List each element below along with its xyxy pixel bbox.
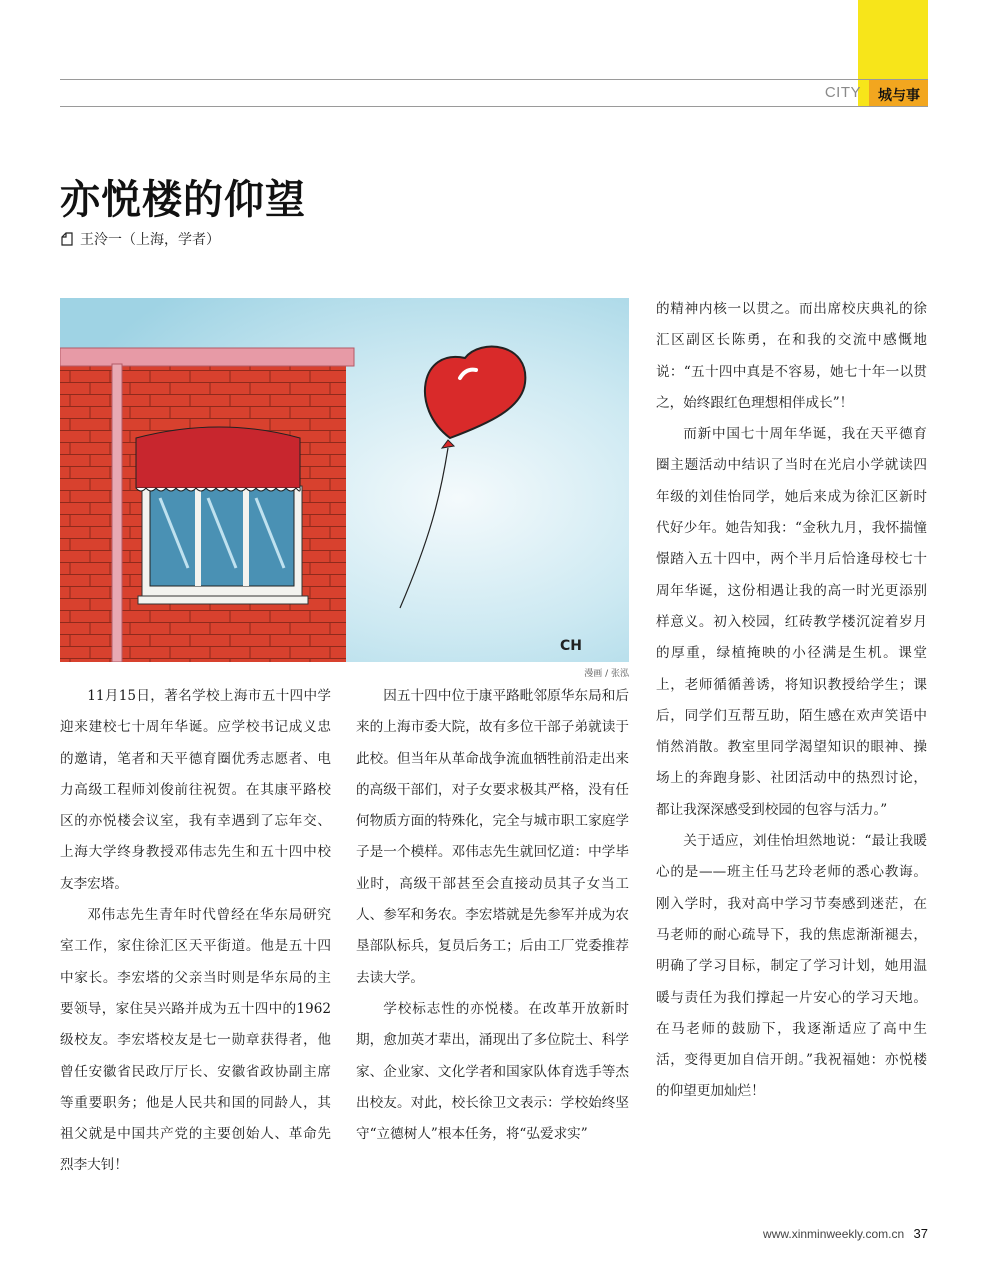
article-title: 亦悦楼的仰望 xyxy=(60,176,306,223)
section-label xyxy=(825,80,928,106)
byline xyxy=(60,229,220,249)
section-label-en: CITY xyxy=(824,84,861,101)
article-illustration xyxy=(60,298,629,662)
paragraph: 学校标志性的亦悦楼。在改革开放新时期，愈加英才辈出，涌现出了多位院士、科学家、企业家、文化学者和国家队体育选手等杰出校友。对此，校长徐卫文表示：学校始终坚守“立德树人”根本任务，将“弘爱求实” xyxy=(356,1000,629,1143)
page-number: 37 xyxy=(913,1226,928,1241)
byline-author: 王泠一（上海，学者） xyxy=(80,232,220,248)
paragraph: 关于适应，刘佳怡坦然地说：“最让我暖心的是——班主任马艺玲老师的悉心教诲。刚入学时，我对高中学习节奏感到迷茫，在马老师的耐心疏导下，我的焦虑渐渐褪去，明确了学习目标，制定了学习计划，她用温暖与责任为我们撑起一片安心的学习天地。在马老师的鼓励下，我逐渐适应了高中生活，变得更加自信开朗。”我祝福她：亦悦楼的仰望更加灿烂！ xyxy=(656,833,927,1100)
footer-url: www.xinminweekly.com.cn xyxy=(763,1227,905,1241)
article-column-left xyxy=(60,681,331,1182)
article-column-middle xyxy=(356,681,629,1150)
paragraph: 邓伟志先生青年时代曾经在华东局研究室工作，家住徐汇区天平街道。他是五十四中家长。李宏塔的父亲当时则是华东局的主要领导，家住吴兴路并成为五十四中的1962级校友。李宏塔校友是七一勋章获得者，他曾任安徽省民政厅厅长、安徽省政协副主席等重要职务；他是人民共和国的同龄人，其祖父就是中国共产党的主要创始人、革命先烈李大钊！ xyxy=(60,907,331,1174)
header-rule-bottom xyxy=(60,106,928,107)
article-column-right xyxy=(656,294,927,1108)
illustration-credit: 漫画 / 张泓 xyxy=(584,669,629,679)
pen-icon xyxy=(60,232,74,246)
paragraph: 11月15日，著名学校上海市五十四中学迎来建校七十周年华诞。应学校书记成义忠的邀请，笔者和天平德育圈优秀志愿者、电力高级工程师刘俊前往祝贺。在其康平路校区的亦悦楼会议室，我有幸遇到了忘年交、上海大学终身教授邓伟志先生和五十四中校友李宏塔。 xyxy=(60,688,331,892)
header-rule-top xyxy=(60,79,928,80)
paragraph: 因五十四中位于康平路毗邻原华东局和后来的上海市委大院，故有多位干部子弟就读于此校。但当年从革命战争流血牺牲前沿走出来的高级干部们，对子女要求极其严格，没有任何物质方面的特殊化，完全与城市职工家庭学子是一个模样。邓伟志先生就回忆道：中学毕业时，高级干部甚至会直接动员其子女当工人、参军和务农。李宏塔就是先参军并成为农垦部队标兵，复员后务工；后由工厂党委推荐去读大学。 xyxy=(356,688,629,986)
paragraph: 而新中国七十周年华诞，我在天平德育圈主题活动中结识了当时在光启小学就读四年级的刘佳怡同学，她后来成为徐汇区新时代好少年。她告知我：“金秋九月，我怀揣憧憬踏入五十四中，两个半月后恰逢母校七十周年华诞，这份相遇让我的高一时光更添别样意义。初入校园，红砖教学楼沉淀着岁月的厚重，绿植掩映的小径满是生机。课堂上，老师循循善诱，将知识教授给学生；课后，同学们互帮互助，陌生感在欢声笑语中悄然消散。教室里同学渴望知识的眼神、操场上的奔跑身影、社团活动中的热烈讨论，都让我深深感受到校园的包容与活力。” xyxy=(656,426,927,818)
section-label-cn: 城与事 xyxy=(869,80,928,106)
page-footer xyxy=(763,1226,928,1241)
svg-text:CH: CH xyxy=(560,638,582,654)
paragraph: 的精神内核一以贯之。而出席校庆典礼的徐汇区副区长陈勇，在和我的交流中感慨地说：“五十四中真是不容易，她七十年一以贯之，始终跟红色理想相伴成长”！ xyxy=(656,301,927,411)
